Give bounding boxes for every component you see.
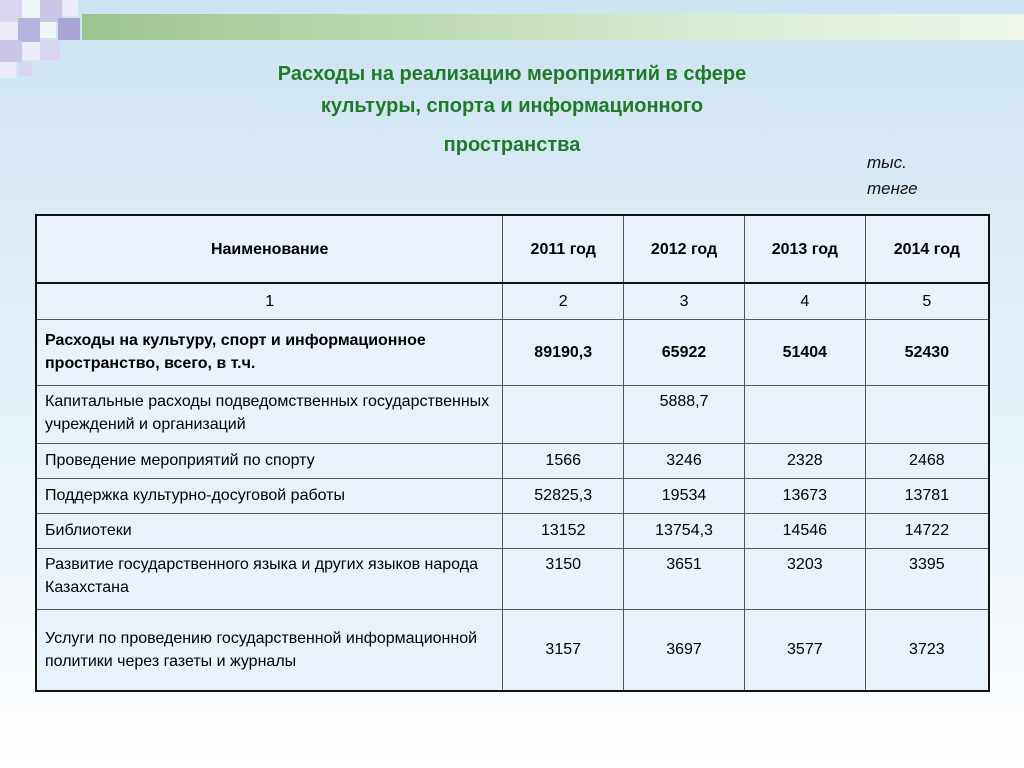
column-number: 3 (624, 283, 745, 319)
total-value-2013: 51404 (744, 319, 865, 385)
table-row (36, 443, 989, 478)
row-value-2012: 3651 (624, 548, 745, 609)
header-accent-bar (82, 14, 1024, 40)
row-value-2014: 2468 (865, 443, 989, 478)
row-value-2012: 19534 (624, 478, 745, 513)
row-value-2012: 5888,7 (624, 385, 745, 443)
row-name: Развитие государственного языка и других языков народа Казахстана (36, 548, 503, 609)
table-header-row (36, 215, 989, 283)
header-2013: 2013 год (744, 215, 865, 283)
column-number: 5 (865, 283, 989, 319)
slide-title-line-3: пространства (443, 134, 581, 156)
table-row (36, 609, 989, 691)
unit-label (867, 150, 957, 202)
row-name: Проведение мероприятий по спорту (36, 443, 503, 478)
expenses-table (35, 214, 990, 692)
table-row (36, 385, 989, 443)
header-2012: 2012 год (624, 215, 745, 283)
row-value-2014: 3395 (865, 548, 989, 609)
column-number: 2 (503, 283, 624, 319)
column-number: 1 (36, 283, 503, 319)
total-row (36, 319, 989, 385)
row-name: Библиотеки (36, 513, 503, 548)
row-value-2012: 3697 (624, 609, 745, 691)
header-2011: 2011 год (503, 215, 624, 283)
row-value-2014 (865, 385, 989, 443)
slide-title-line-1: Расходы на реализацию мероприятий в сфере (277, 63, 747, 85)
table-row (36, 548, 989, 609)
row-name: Капитальные расходы подведомственных государственных учреждений и организаций (36, 385, 503, 443)
row-value-2013 (744, 385, 865, 443)
row-value-2014: 13781 (865, 478, 989, 513)
row-value-2011: 3150 (503, 548, 624, 609)
header-2014: 2014 год (865, 215, 989, 283)
row-value-2012: 3246 (624, 443, 745, 478)
total-value-2012: 65922 (624, 319, 745, 385)
row-value-2014: 3723 (865, 609, 989, 691)
table-row (36, 478, 989, 513)
row-name: Поддержка культурно-досуговой работы (36, 478, 503, 513)
row-value-2011: 3157 (503, 609, 624, 691)
row-value-2013: 3577 (744, 609, 865, 691)
row-value-2012: 13754,3 (624, 513, 745, 548)
total-value-2014: 52430 (865, 319, 989, 385)
table-row (36, 513, 989, 548)
row-value-2013: 14546 (744, 513, 865, 548)
row-value-2011 (503, 385, 624, 443)
row-value-2013: 2328 (744, 443, 865, 478)
row-value-2014: 14722 (865, 513, 989, 548)
unit-label-line-1: тыс. (867, 153, 907, 172)
total-row-name: Расходы на культуру, спорт и информационное пространство, всего, в т.ч. (36, 319, 503, 385)
row-value-2011: 13152 (503, 513, 624, 548)
row-value-2013: 3203 (744, 548, 865, 609)
row-value-2013: 13673 (744, 478, 865, 513)
column-number: 4 (744, 283, 865, 319)
row-value-2011: 1566 (503, 443, 624, 478)
column-number-row (36, 283, 989, 319)
unit-label-line-2: тенге (867, 179, 918, 198)
slide-title-line-2: культуры, спорта и информационного (320, 95, 704, 117)
header-name: Наименование (36, 215, 503, 283)
row-name: Услуги по проведению государственной информационной политики через газеты и журналы (36, 609, 503, 691)
row-value-2011: 52825,3 (503, 478, 624, 513)
total-value-2011: 89190,3 (503, 319, 624, 385)
